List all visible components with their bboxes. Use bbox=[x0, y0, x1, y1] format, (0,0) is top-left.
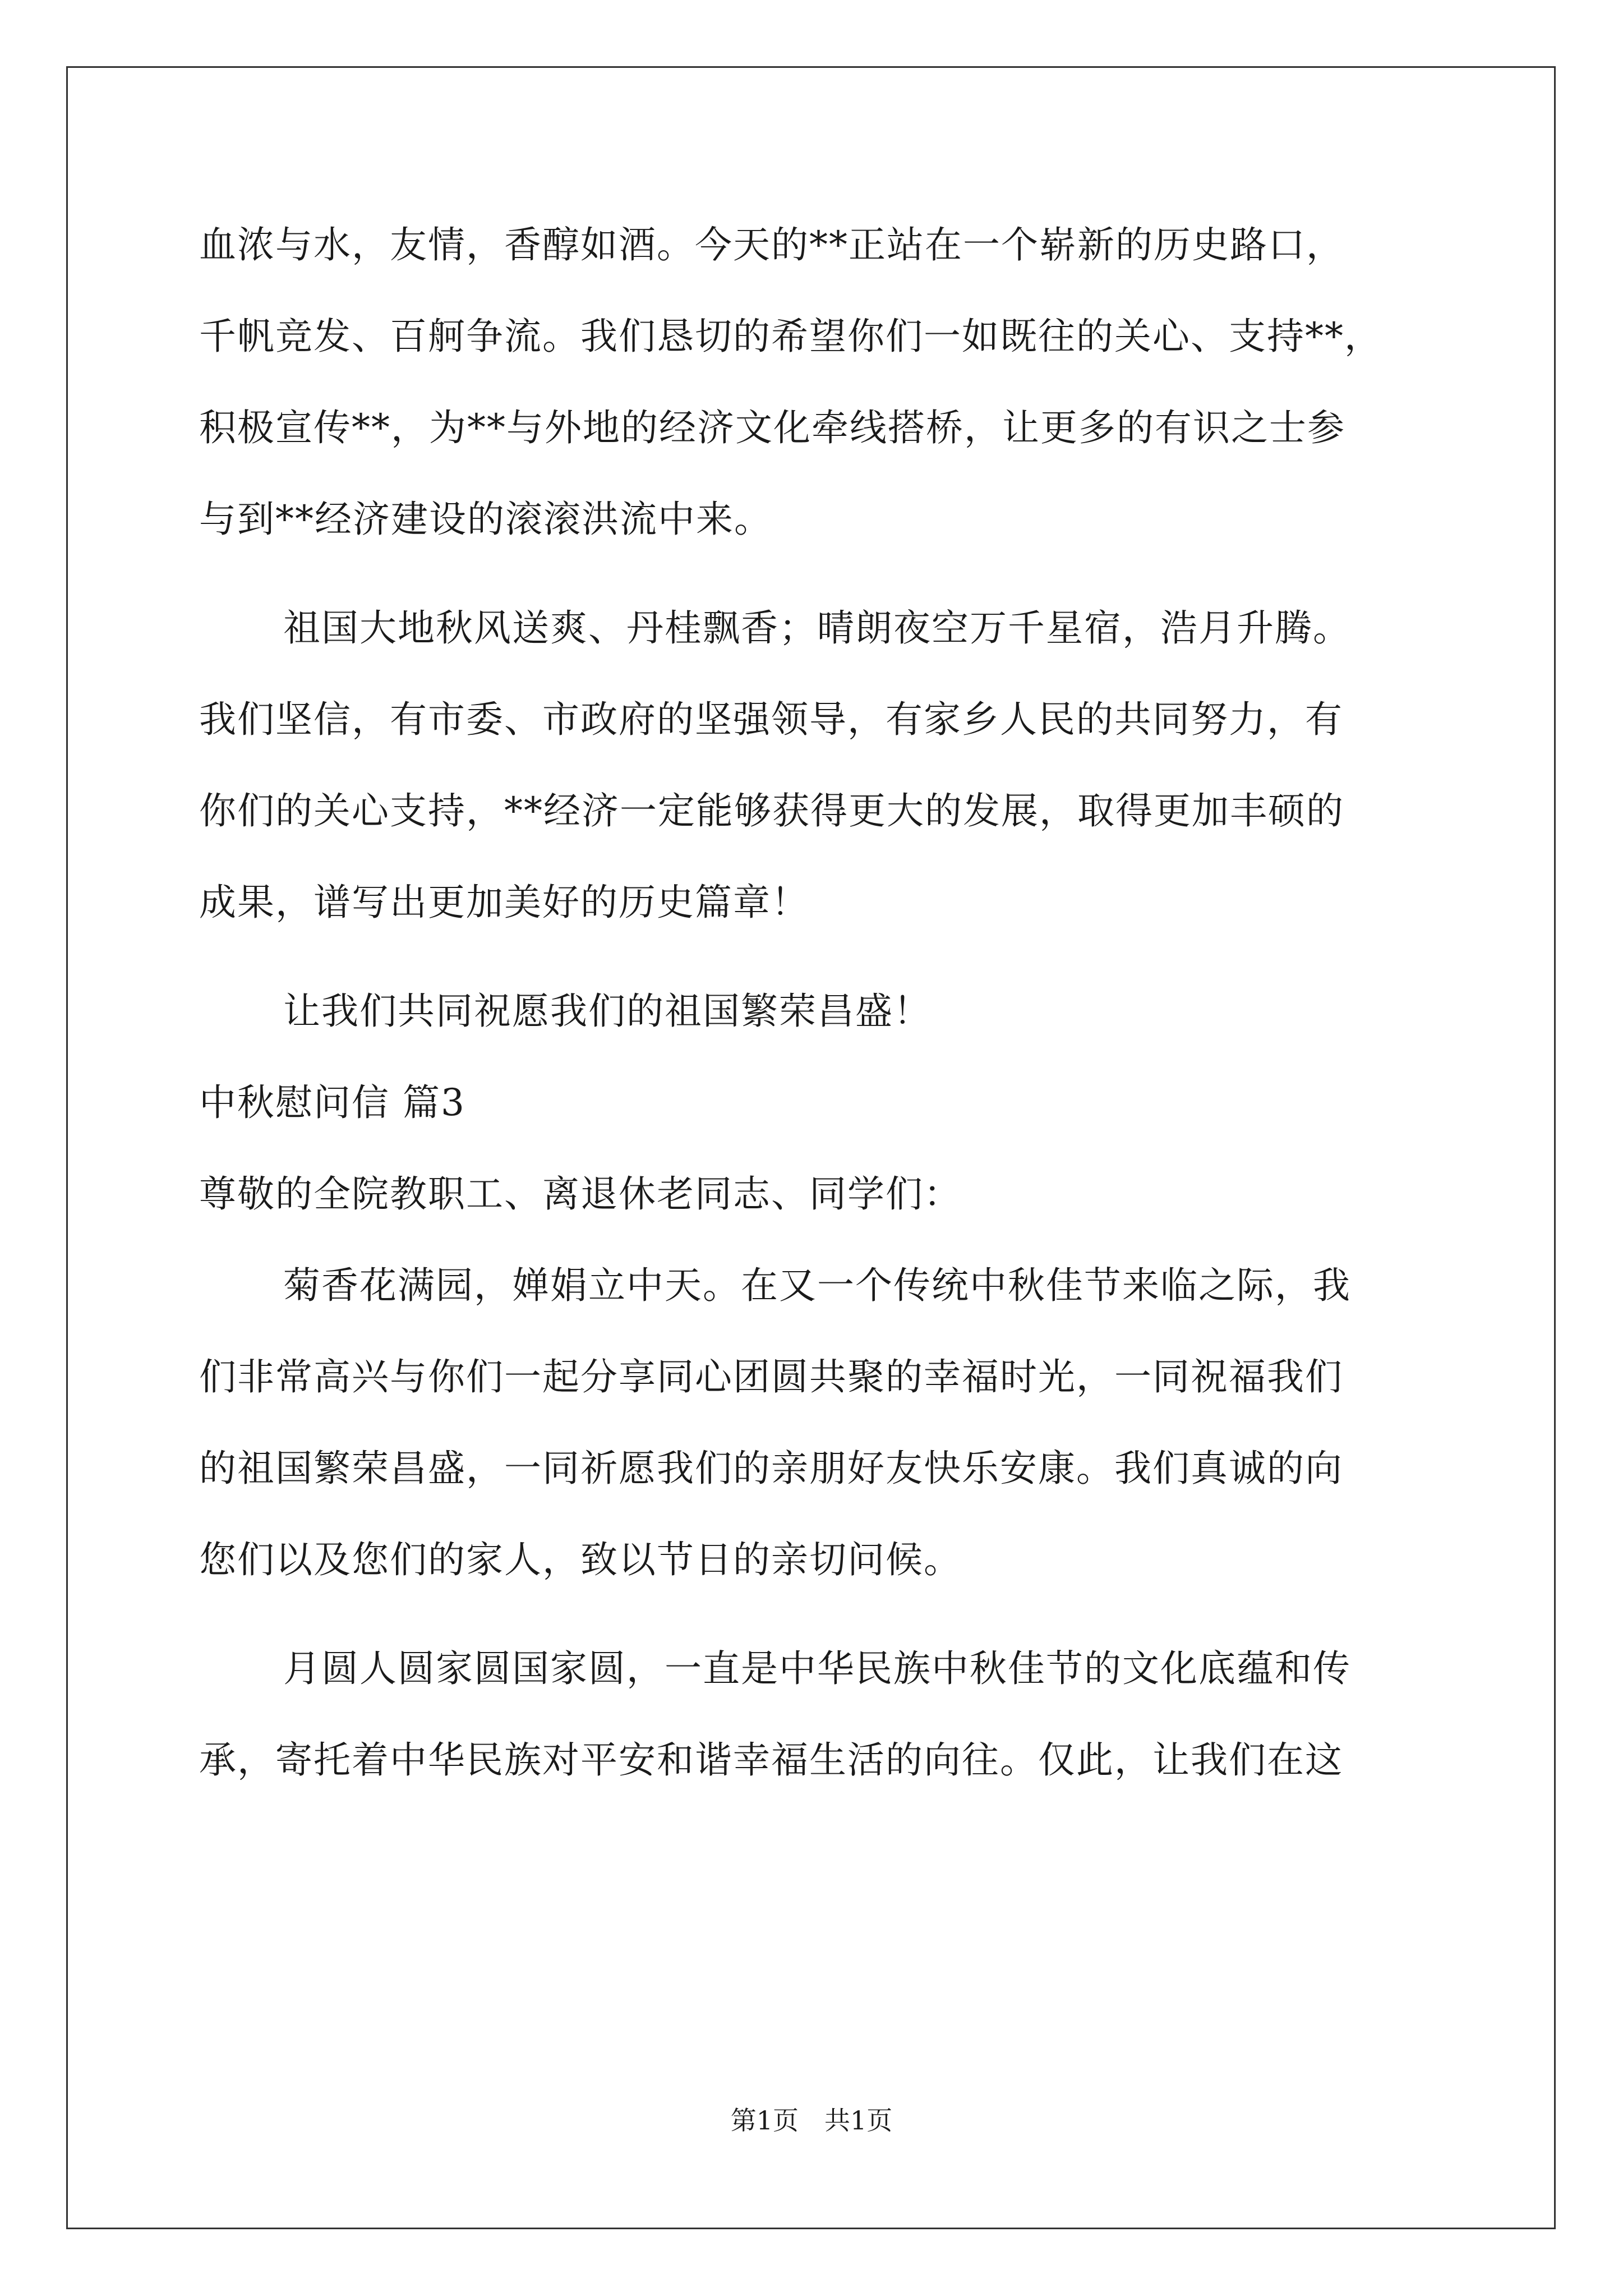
section-heading: 中秋慰问信 篇3 bbox=[199, 1081, 465, 1124]
text-line: 千帆竞发、百舸争流。我们恳切的希望你们一如既往的关心、支持**， bbox=[199, 315, 1382, 358]
text-line: 血浓与水，友情，香醇如酒。今天的**正站在一个崭新的历史路口， bbox=[199, 223, 1344, 266]
text-line: 与到**经济建设的滚滚洪流中来。 bbox=[199, 498, 772, 541]
text-line: 积极宣传**，为**与外地的经济文化牵线搭桥，让更多的有识之士参 bbox=[199, 406, 1345, 449]
text-line: 承，寄托着中华民族对平安和谐幸福生活的向往。仅此，让我们在这 bbox=[199, 1738, 1343, 1782]
document-body bbox=[199, 199, 1433, 1806]
text-line: 让我们共同祝愿我们的祖国繁荣昌盛！ bbox=[283, 990, 932, 1033]
salutation: 尊敬的全院教职工、离退休老同志、同学们： bbox=[199, 1172, 962, 1216]
text-line: 我们坚信，有市委、市政府的坚强领导，有家乡人民的共同努力，有 bbox=[199, 698, 1343, 741]
page-number: 第1页 共1页 bbox=[730, 2105, 893, 2136]
text-line: 们非常高兴与你们一起分享同心团圆共聚的幸福时光，一同祝福我们 bbox=[199, 1355, 1343, 1398]
text-line: 你们的关心支持，**经济一定能够获得更大的发展，取得更加丰硕的 bbox=[199, 789, 1344, 832]
text-line: 您们以及您们的家人，致以节日的亲切问候。 bbox=[199, 1538, 962, 1581]
text-line: 成果，谱写出更加美好的历史篇章！ bbox=[199, 881, 809, 924]
text-line: 的祖国繁荣昌盛，一同祈愿我们的亲朋好友快乐安康。我们真诚的向 bbox=[199, 1447, 1343, 1490]
text-line: 月圆人圆家圆国家圆，一直是中华民族中秋佳节的文化底蕴和传 bbox=[283, 1647, 1351, 1690]
text-line: 祖国大地秋风送爽、丹桂飘香；晴朗夜空万千星宿，浩月升腾。 bbox=[283, 606, 1351, 650]
text-line: 菊香花满园，婵娟立中天。在又一个传统中秋佳节来临之际，我 bbox=[283, 1264, 1351, 1307]
